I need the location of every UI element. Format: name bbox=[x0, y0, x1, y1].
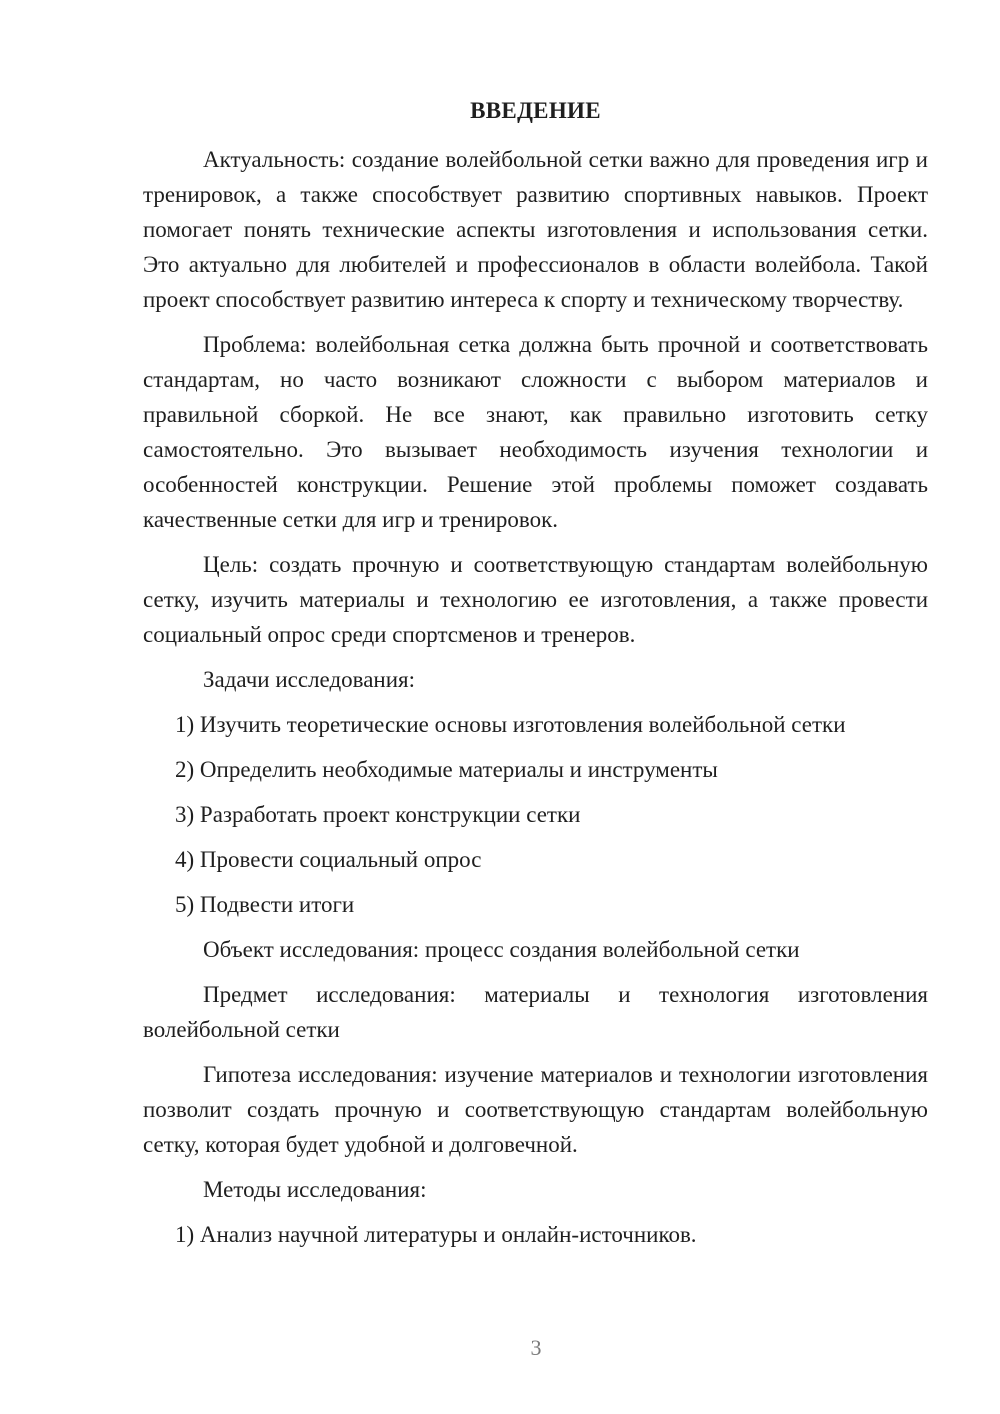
list-item: 1) Анализ научной литературы и онлайн-источников. bbox=[175, 1222, 697, 1247]
paragraph-relevance: Актуальность: создание волейбольной сетки важно для проведения игр и тренировок, а также способствует развитию спортивных навыков. Проект помогает понять технические аспекты изготовления и использования сетки. Это актуально для любителей и профессионалов в области волейбола. Такой проект способствует развитию интереса к спорту и техническому творчеству. bbox=[143, 147, 928, 312]
tasks-list bbox=[143, 707, 928, 922]
methods-list bbox=[143, 1217, 928, 1252]
methods-label: Методы исследования: bbox=[203, 1177, 427, 1202]
paragraph-subject: Предмет исследования: материалы и технология изготовления волейбольной сетки bbox=[143, 982, 928, 1042]
page-number: 3 bbox=[530, 1335, 542, 1360]
paragraph-goal: Цель: создать прочную и соответствующую стандартам волейбольную сетку, изучить материалы и технологию ее изготовления, а также провести социальный опрос среди спортсменов и тренеров. bbox=[143, 552, 928, 647]
list-item: 2) Определить необходимые материалы и инструменты bbox=[175, 757, 718, 782]
page-title: ВВЕДЕНИЕ bbox=[470, 98, 601, 123]
list-item: 5) Подвести итоги bbox=[175, 892, 355, 917]
list-item: 3) Разработать проект конструкции сетки bbox=[175, 802, 581, 827]
tasks-label: Задачи исследования: bbox=[203, 667, 416, 692]
paragraph-hypothesis: Гипотеза исследования: изучение материалов и технологии изготовления позволит создать прочную и соответствующую стандартам волейбольную сетку, которая будет удобной и долговечной. bbox=[143, 1062, 928, 1157]
list-item: 1) Изучить теоретические основы изготовления волейбольной сетки bbox=[175, 712, 846, 737]
document-body bbox=[143, 142, 928, 1262]
paragraph-object: Объект исследования: процесс создания волейбольной сетки bbox=[203, 937, 800, 962]
paragraph-problem: Проблема: волейбольная сетка должна быть прочной и соответствовать стандартам, но часто возникают сложности с выбором материалов и правильной сборкой. Не все знают, как правильно изготовить сетку самостоятельно. Это вызывает необходимость изучения технологии и особенностей конструкции. Решение этой проблемы поможет создавать качественные сетки для игр и тренировок. bbox=[143, 332, 928, 532]
list-item: 4) Провести социальный опрос bbox=[175, 847, 482, 872]
